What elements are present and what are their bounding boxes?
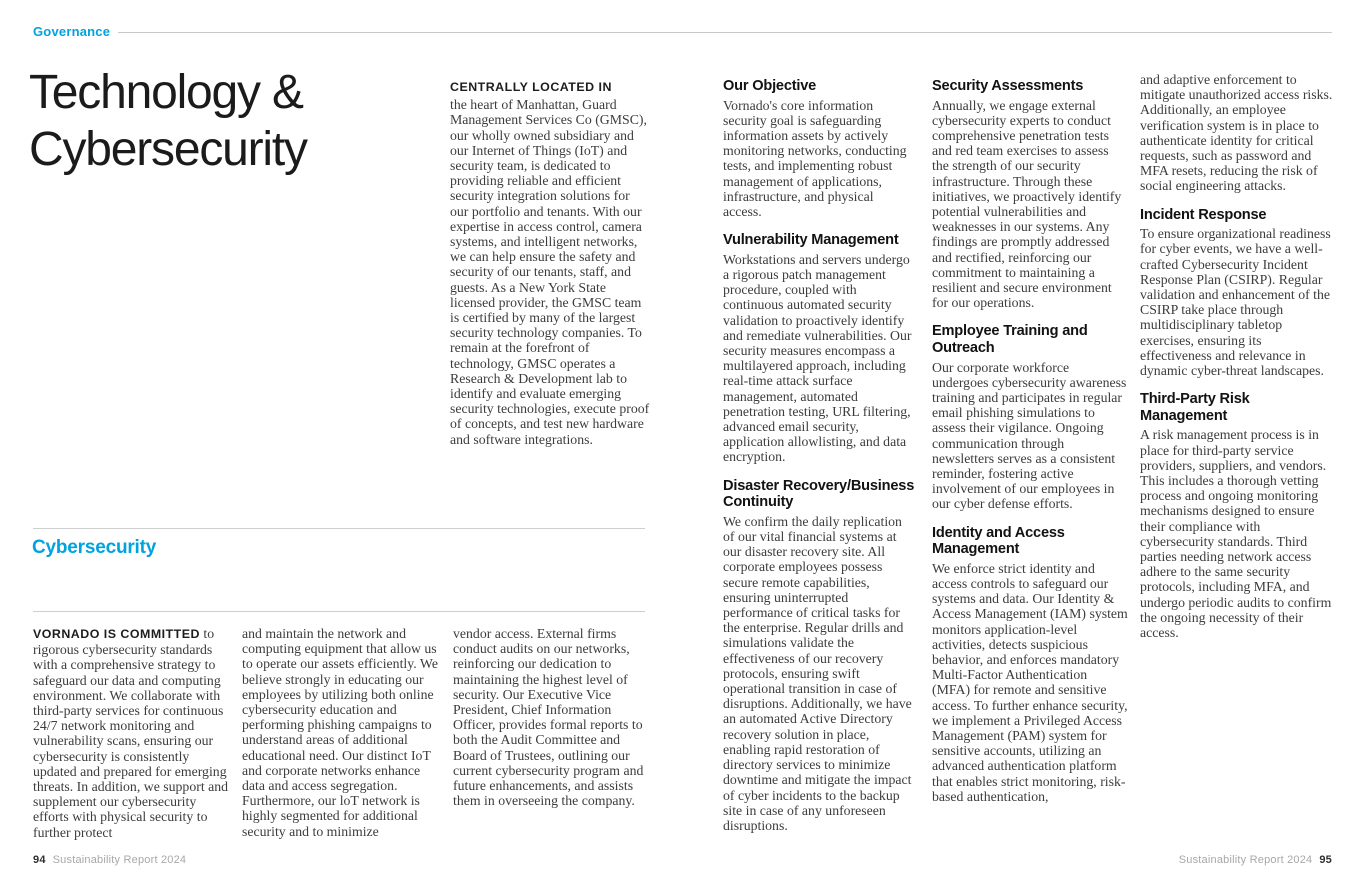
- page-number-left: 94: [33, 854, 46, 866]
- section-divider-bottom: [33, 611, 645, 612]
- footer-label-left: Sustainability Report 2024: [52, 854, 187, 866]
- article-third-party-risk: [1140, 391, 1336, 640]
- page-title: [29, 64, 307, 178]
- cybersecurity-paragraph: [33, 626, 230, 840]
- cybersecurity-body: to rigorous cybersecurity standards with a comprehensive strategy to safeguard our data and computing environment. We collaborate with third-party services for continuous 24/7 network monitoring and vulnerability scans, ensuring our cybersecurity is consistently updated and prepared for emerging threats. In addition, we support and supplement our cybersecurity efforts with physical security to further protect: [33, 626, 229, 840]
- page-number-right: 95: [1319, 854, 1332, 866]
- article-security-assessments: [932, 78, 1128, 310]
- article-our-objective: [723, 78, 915, 219]
- cybersecurity-column-2: [242, 626, 443, 839]
- article-heading: Identity and Access Management: [932, 524, 1065, 558]
- cybersecurity-paragraph: vendor access. External firms conduct audits on our networks, reinforcing our dedication to maintaining the highest level of security. Our Executive Vice President, Chief Information Officer, provides formal reports to both the Audit Committee and Board of Trustees, outlining our current cybersecurity program and future enhancements, and assists them in overseeing the company.: [453, 626, 644, 809]
- article-heading: Our Objective: [723, 78, 817, 94]
- cybersecurity-paragraph: and maintain the network and computing equipment that allow us to operate our assets efficiently. We believe strongly in educating our employees by utilizing both online cybersecurity education and performing phishing campaigns to understand areas of additional educational need. Our distinct IoT and corporate networks enhance data and access segregation. Furthermore, our loT network is highly segmented for additional security and to minimize: [242, 626, 438, 839]
- intro-lead: CENTRALLY LOCATED IN: [450, 80, 612, 94]
- article-employee-training: [932, 323, 1128, 511]
- identity-access-continuation: and adaptive enforcement to mitigate unauthorized access risks. Additionally, an employee verification system is in place to authenticate identity for critical requests, such as password and MFA resets, reducing the risk of social engineering attacks.: [1140, 72, 1333, 194]
- article-incident-response: [1140, 207, 1336, 379]
- article-heading: Security Assessments: [932, 78, 1084, 94]
- article-disaster-recovery: [723, 478, 915, 833]
- cybersecurity-column-1: [33, 626, 230, 840]
- article-body: To ensure organizational readiness for cyber events, we have a well-crafted Cybersecurity Incident Response Plan (CSIRP). Regular validation and enhancement of the CSIRP take place through multidisciplinary tabletop exercises, ensuring its effectiveness and relevance in dynamic cyber-threat landscapes.: [1140, 226, 1331, 379]
- article-heading: Third-Party Risk Management: [1140, 391, 1250, 424]
- intro-column: [450, 80, 650, 447]
- article-body: A risk management process is in place for third-party service providers, suppliers, and vendors. This includes a thorough vetting process and ongoing monitoring mechanisms designed to ensure their compliance with cybersecurity standards. Third parties needing network access adhere to the same security protocols, including MFA, and undergo periodic audits to confirm the ongoing necessity of their access.: [1140, 427, 1332, 641]
- article-heading: Vulnerability Management: [723, 232, 899, 249]
- page-title-line2: Cybersecurity: [29, 123, 307, 176]
- footer-left: [33, 854, 186, 866]
- footer-right: [1179, 854, 1332, 866]
- cybersecurity-section-heading: Cybersecurity: [32, 537, 157, 558]
- cybersecurity-lead: VORNADO IS COMMITTED: [33, 627, 200, 641]
- intro-paragraph: [450, 80, 650, 447]
- section-eyebrow: Governance: [33, 24, 111, 39]
- article-heading: Disaster Recovery/Business Continuity: [723, 477, 915, 511]
- article-identity-access: [932, 525, 1128, 804]
- articles-column-2: [932, 78, 1128, 804]
- article-body: Annually, we engage external cybersecurity experts to conduct comprehensive penetration tests and red team exercises to assess the strength of our security infrastructure. Through these initiatives, we proactively identify potential vulnerabilities and weaknesses in our systems. Any findings are promptly addressed and rectified, reinforcing our commitment to maintaining a resilient and secure environment for our operations.: [932, 97, 1122, 311]
- footer-label-right: Sustainability Report 2024: [1178, 854, 1313, 866]
- articles-column-1: [723, 78, 915, 833]
- header-rule: [118, 32, 1332, 33]
- article-body: Workstations and servers undergo a rigorous patch management procedure, coupled with continuous automated security validation to proactively identify and remediate vulnerabilities. Our security measures encompass a multilayered approach, including real-time attack surface management, automated penetration testing, URL filtering, advanced email security, application allowlisting, and data encryption.: [723, 251, 912, 465]
- section-divider-top: [33, 528, 645, 529]
- article-body: Our corporate workforce undergoes cybersecurity awareness training and participates in regular email phishing simulations to assess their vigilance. Ongoing communication through newsletters serves as a consistent reminder, fostering active involvement of our employees in our cyber defense efforts.: [932, 359, 1127, 512]
- page-title-line1: Technology &: [29, 66, 303, 119]
- article-vulnerability-management: [723, 232, 915, 464]
- article-body: Vornado's core information security goal is safeguarding information assets by actively monitoring networks, conducting tests, and implementing robust management of applications, infrastructure, and physical access.: [723, 97, 907, 220]
- article-body: We enforce strict identity and access controls to safeguard our systems and data. Our Identity & Access Management (IAM) system monitors application-level activities, detects suspicious behavior, and enforces mandatory Multi-Factor Authentication (MFA) for remote and sensitive access. To further enhance security, we implement a Privileged Access Management (PAM) system for sensitive accounts, utilizing an advanced authentication platform that enables strict monitoring, risk-based authentication,: [932, 560, 1128, 804]
- articles-column-3: [1140, 72, 1336, 640]
- article-body: We confirm the daily replication of our vital financial systems at our disaster recovery site. All corporate employees possess secure remote capabilities, ensuring uninterrupted performance of critical tasks for the enterprise. Regular drills and simulations validate the effectiveness of our recovery protocols, ensuring swift operational transition in case of disruptions. Additionally, we have an automated Active Directory recovery solution in place, enabling rapid restoration of directory services to minimize downtime and mitigate the impact of cyber incidents to the backup site in case of any unforeseen disruptions.: [723, 513, 912, 833]
- intro-body: the heart of Manhattan, Guard Management Services Co (GMSC), our wholly owned subsidiary and our Internet of Things (IoT) and security team, is dedicated to providing reliable and efficient security integration solutions for our portfolio and tenants. With our expertise in access control, camera systems, and intelligent networks, we can help ensure the safety and security of our tenants, staff, and guests. As a New York State licensed provider, the GMSC team is certified by many of the largest security technology companies. To remain at the forefront of technology, GMSC operates a Research & Development lab to identify and evaluate emerging security technologies, execute proof of concepts, and test new hardware and software integrations.: [450, 97, 650, 447]
- article-heading: Incident Response: [1140, 206, 1267, 223]
- cybersecurity-column-3: [453, 626, 650, 808]
- article-heading: Employee Training and Outreach: [932, 323, 1088, 357]
